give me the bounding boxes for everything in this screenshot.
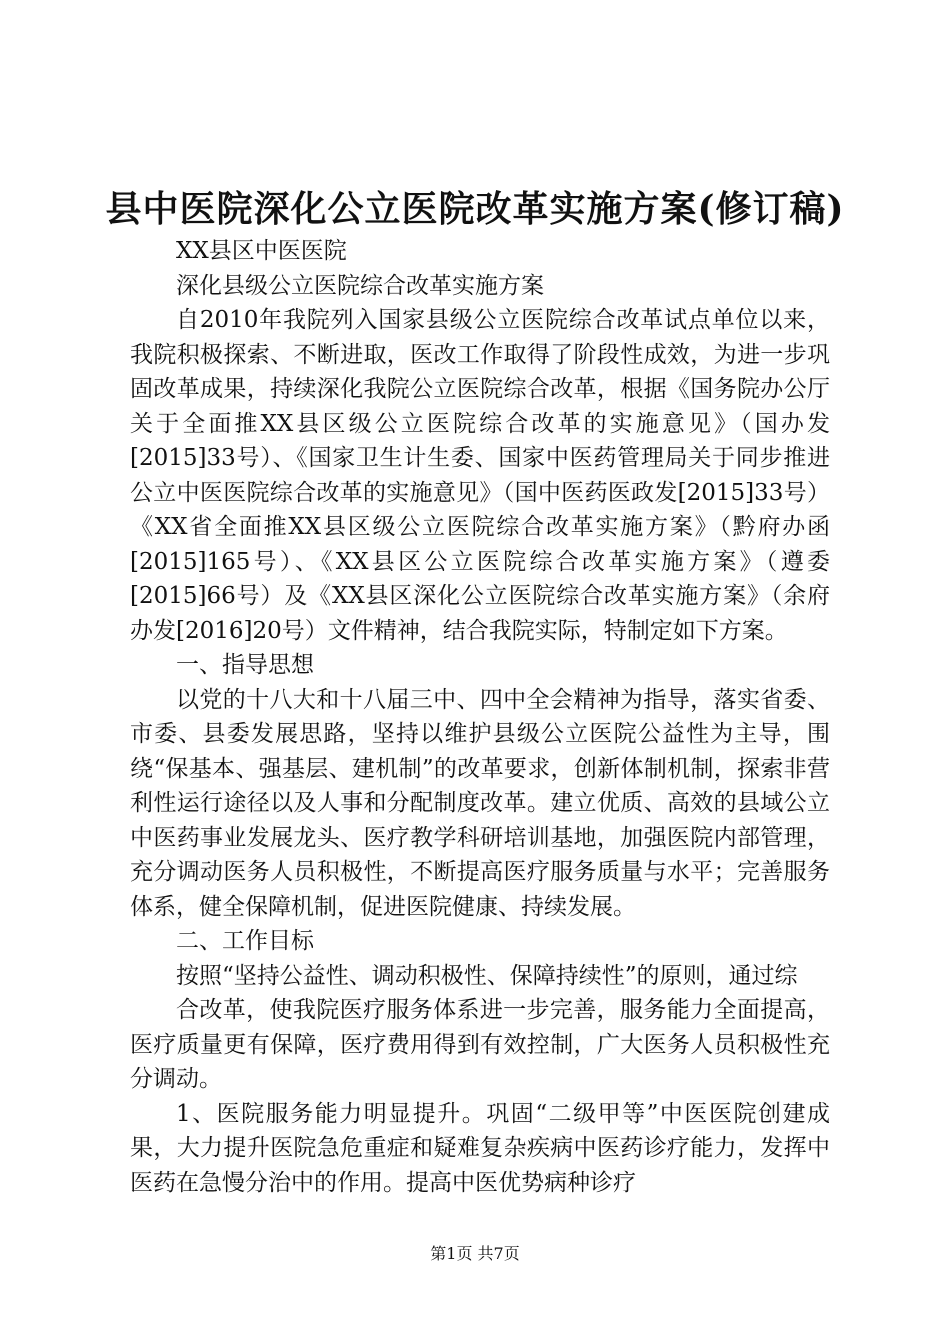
section-heading: 一、指导思想 [176, 652, 314, 678]
section-heading: 二、工作目标 [176, 928, 314, 954]
plan-name: 深化县级公立医院综合改革实施方案 [176, 272, 544, 299]
paragraph: 以党的十八大和十八届三中、四中全会精神为指导，落实省委、市委、县委发展思路，坚持以维护县级公立医院公益性为主导，围绕“保基本、强基层、建机制”的改革要求，创新体制机制，探索非营利性运行途径以及人事和分配制度改革。建立优质、高效的县域公立中医药事业发展龙头、医疗教学科研培训基地，加强医院内部管理，充分调动医务人员积极性，不断提高医疗服务质量与水平；完善服务体系，健全保障机制，促进医院健康、持续发展。 [130, 686, 830, 920]
paragraph: 合改革，使我院医疗服务体系进一步完善，服务能力全面提高，医疗质量更有保障，医疗费用得到有效控制，广大医务人员积极性充分调动。 [130, 997, 830, 1092]
paragraph: 1、医院服务能力明显提升。巩固“二级甲等”中医医院创建成果，大力提升医院急危重症和疑难复杂疾病中医药诊疗能力，发挥中医药在急慢分治中的作用。提高中医优势病种诊疗 [130, 1100, 830, 1196]
org-name: XX县区中医医院 [176, 238, 347, 264]
page-footer: 第1页 共7页 [430, 1244, 520, 1263]
paragraph: 按照“坚持公益性、调动积极性、保障持续性”的原则，通过综 [176, 962, 798, 989]
document-title: 县中医院深化公立医院改革实施方案(修订稿) [105, 188, 845, 230]
document-body [130, 234, 830, 1200]
paragraph: 自2010年我院列入国家县级公立医院综合改革试点单位以来，我院积极探索、不断进取，医改工作取得了阶段性成效，为进一步巩固改革成果，持续深化我院公立医院综合改革，根据《国务院办公厅关于全面推XX县区级公立医院综合改革的实施意见》（国办发[2015]33号）、《国家卫生计生委、国家中医药管理局关于同步推进公立中医医院综合改革的实施意见》（国中医药医政发[2015]33号）《XX省全面推XX县区级公立医院综合改革实施方案》（黔府办函[2015]165号）、《XX县区公立医院综合改革实施方案》（遵委[2015]66号）及《XX县区深化公立医院综合改革实施方案》（余府办发[2016]20号）文件精神，结合我院实际，特制定如下方案。 [130, 307, 830, 644]
